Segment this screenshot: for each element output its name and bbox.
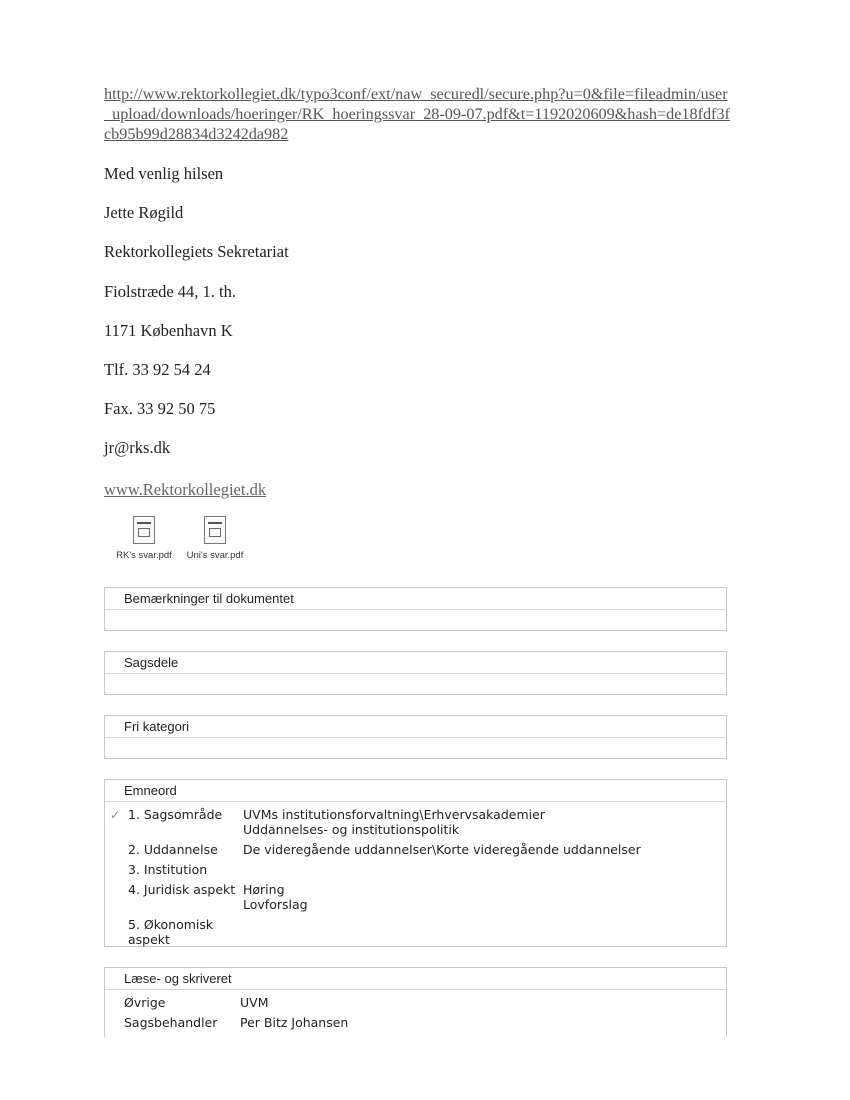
keyword-value: UVMs institutionsforvaltning\Erhvervsakademier	[243, 807, 545, 822]
keyword-value: Høring	[243, 882, 285, 897]
checkmark-icon: ✓	[110, 808, 121, 822]
section-header: Fri kategori	[105, 716, 726, 738]
keyword-label: aspekt	[128, 932, 170, 947]
free-category-section	[104, 715, 727, 759]
website-link[interactable]: www.Rektorkollegiet.dk	[104, 480, 267, 499]
sender-email[interactable]: jr@rks.dk	[104, 438, 171, 457]
access-value: UVM	[240, 995, 269, 1010]
section-header: Sagsdele	[105, 652, 726, 674]
access-section	[104, 967, 727, 1037]
attachment-rk-svar[interactable]	[104, 516, 184, 561]
pdf-file-icon	[133, 516, 155, 544]
keywords-section	[104, 779, 727, 947]
sender-organization: Rektorkollegiets Sekretariat	[104, 242, 289, 261]
keyword-label: 5. Økonomisk	[128, 917, 214, 932]
pdf-file-icon	[204, 516, 226, 544]
keyword-value: Lovforslag	[243, 897, 308, 912]
access-label: Øvrige	[124, 995, 166, 1010]
sender-city: 1171 København K	[104, 321, 233, 340]
document-link[interactable]: http://www.rektorkollegiet.dk/typo3conf/ext/naw_securedl/secure.php?u=0&file=fileadmin/user_upload/downloads/hoeringer/RK_hoeringssvar_28-09-07.pdf&t=1192020609&hash=de18fdf3fcb95b99d28834d3242da982	[104, 85, 730, 143]
access-label: Sagsbehandler	[124, 1015, 218, 1030]
keyword-label: 4. Juridisk aspekt	[128, 882, 236, 897]
section-header: Bemærkninger til dokumentet	[105, 588, 726, 610]
attachment-uni-svar[interactable]	[175, 516, 255, 561]
keyword-value: Uddannelses- og institutionspolitik	[243, 822, 460, 837]
keyword-value: De videregående uddannelser\Korte videregående uddannelser	[243, 842, 641, 857]
keyword-label: 1. Sagsområde	[128, 807, 223, 822]
greeting: Med venlig hilsen	[104, 164, 224, 183]
attachment-label: Uni's svar.pdf	[186, 550, 244, 561]
access-value: Per Bitz Johansen	[240, 1015, 349, 1030]
sender-fax: Fax. 33 92 50 75	[104, 399, 216, 418]
remarks-section	[104, 587, 727, 631]
sender-name: Jette Røgild	[104, 203, 184, 222]
keyword-label: 2. Uddannelse	[128, 842, 218, 857]
section-header: Læse- og skriveret	[105, 968, 726, 990]
sender-phone: Tlf. 33 92 54 24	[104, 360, 211, 379]
keyword-label: 3. Institution	[128, 862, 208, 877]
attachment-label: RK's svar.pdf	[116, 550, 172, 561]
case-parts-section	[104, 651, 727, 695]
sender-street: Fiolstræde 44, 1. th.	[104, 282, 237, 301]
section-header: Emneord	[105, 780, 726, 802]
